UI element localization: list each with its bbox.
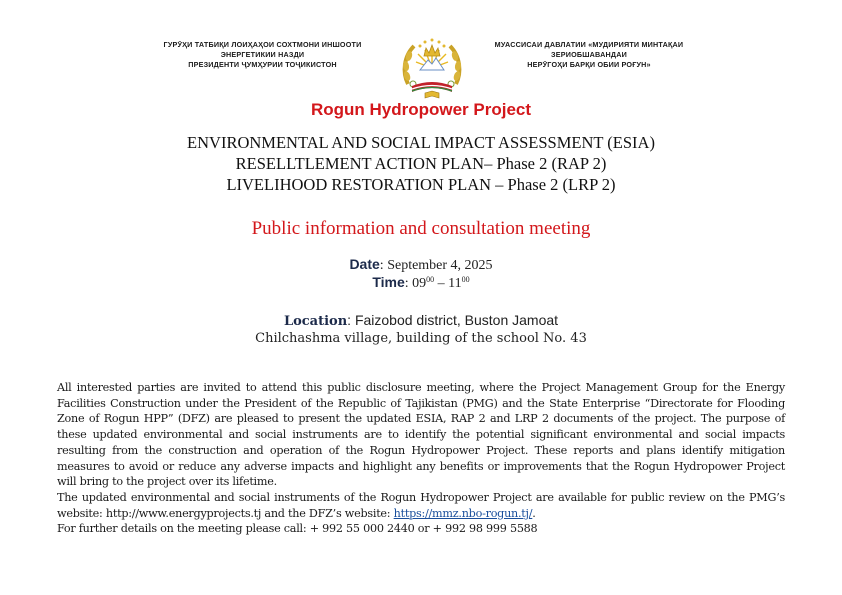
meeting-date: Date: September 4, 2025 (349, 256, 493, 273)
time-label: Time (372, 274, 405, 290)
state-emblem-icon (398, 34, 466, 100)
time-end-minutes: 00 (461, 275, 470, 284)
meeting-title: Public information and consultation meeting (251, 218, 591, 239)
announcement-body (57, 380, 785, 537)
location-value: Faizobod district, Buston Jamoat (354, 312, 559, 328)
time-start-minutes: 00 (426, 275, 435, 284)
org-line: ГУРӮҲИ ТАТБИҚИ ЛОИҲАҲОИ СОХТМОНИ ИНШООТИ (163, 40, 362, 49)
pmg-organization-name (150, 40, 375, 70)
org-line: ПРЕЗИДЕНТИ ҶУМҲУРИИ ТОҶИКИСТОН (188, 60, 337, 69)
meeting-location: Location: Faizobod district, Buston Jamoat (283, 312, 559, 329)
time-separator: – (434, 276, 449, 291)
meeting-time: Time: $09^{00} - 11^{00}$ (372, 274, 470, 291)
dfz-organization-name (478, 40, 700, 70)
org-line: НЕРӮГОҲИ БАРҚИ ОБИИ РОҒУН» (527, 60, 651, 69)
location-detail: Chilchashma village, building of the school No. 43 (255, 331, 587, 346)
document-title-rap: RESELLTLEMENT ACTION PLAN– Phase 2 (RAP 2) (235, 154, 607, 173)
date-value: September 4, 2025 (387, 258, 493, 273)
org-line: МУАССИСАИ ДАВЛАТИИ «МУДИРИЯТИ МИНТАҚАИ (494, 40, 684, 49)
invitation-paragraph: All interested parties are invited to attend this public disclosure meeting, where the Project Management Group for the Energy Facilities Construction under the President of the Republic of Tajikistan (PMG) and the State Enterprise “Directorate for Flooding Zone of Rogun HPP” (DFZ) are pleased to present the updated ESIA, RAP 2 and LRP 2 documents of the project. The purpose of these updated environmental and social instruments are to identify the potential significant environmental and social impacts resulting from the construction and operation of the Rogun Hydropower Project. These reports and plans identify mitigation measures to avoid or reduce any adverse impacts and highlight any benefits or improvements that the Rogun Hydropower Project will bring to the project over its lifetime. (57, 381, 785, 489)
document-title-lrp: LIVELIHOOD RESTORATION PLAN – Phase 2 (LRP 2) (226, 175, 616, 194)
time-end-hour: 11 (448, 276, 462, 291)
dfz-website-link[interactable]: https://mmz.nbo-rogun.tj/ (393, 506, 533, 520)
org-line: ЭНЕРГЕТИКИИ НАЗДИ (220, 50, 305, 59)
contact-paragraph: For further details on the meeting please call: + 992 55 000 2440 or + 992 98 999 5588 (57, 522, 538, 536)
availability-paragraph (57, 490, 785, 521)
time-start-hour: 09 (412, 276, 427, 291)
availability-suffix: . (532, 506, 536, 520)
org-line: ЗЕРИОБШАВАНДАИ (551, 50, 627, 59)
location-label: Location (283, 314, 348, 329)
project-title: Rogun Hydropower Project (310, 100, 532, 119)
availability-text: The updated environmental and social instruments of the Rogun Hydropower Project are available for public review on the PMG’s website: http://www.energyprojects.tj and the DFZ’s website: (57, 490, 785, 520)
document-title-esia: ENVIRONMENTAL AND SOCIAL IMPACT ASSESSMENT (ESIA) (187, 133, 655, 152)
date-label: Date (349, 256, 380, 272)
